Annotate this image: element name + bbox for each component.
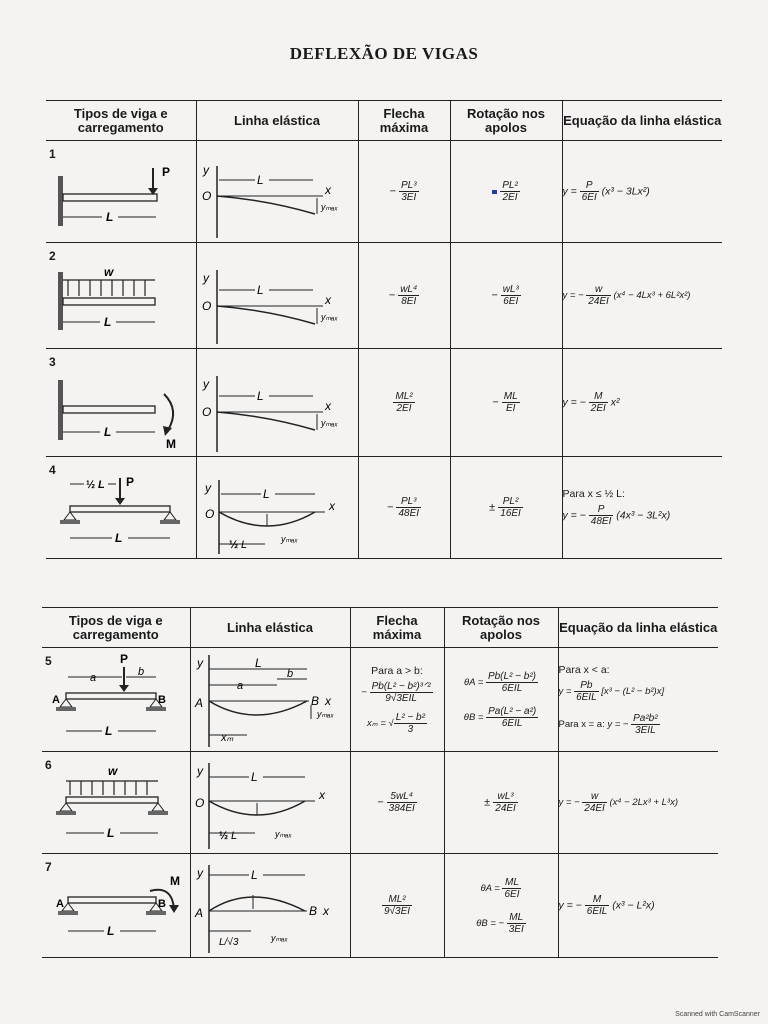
- equation-cell: y = − $\frac{w}{24EI}$ (x⁴ − 4Lx³ + 6L²x²): [562, 243, 722, 349]
- highlight-mark: [492, 190, 497, 194]
- load-label: P: [162, 164, 171, 179]
- svg-text:A: A: [194, 695, 203, 710]
- header-elastic-equation: Equação da linha elástica: [558, 608, 718, 648]
- svg-text:b: b: [286, 667, 293, 680]
- rotation-cell: ± $\frac{\text{wL³}}{24EI}$: [444, 752, 558, 854]
- table-row: [46, 141, 722, 243]
- table-row: [46, 243, 722, 349]
- load-label: M: [170, 873, 180, 888]
- simply-supported-end-moment-diagram: [42, 855, 190, 957]
- equation-cell: Para x < a: y = $\frac{Pb}{\text{6EIL}}$ [x³ − (L² − b²)x] Para x = a: y = − $\frac{\text{Pa²b²}}{\text{3EIL}}$: [558, 648, 718, 752]
- svg-text:L: L: [98, 478, 105, 491]
- equation-cell: Para x ≤ ½ L: y = − $\frac{P}{48EI}$ (4x³ − 3L²x): [562, 457, 722, 559]
- svg-text:L: L: [104, 424, 112, 439]
- svg-text:½: ½: [228, 538, 238, 551]
- svg-text:y: y: [196, 763, 203, 778]
- max-deflection-cell: − $\frac{\text{PL³}}{48EI}$: [358, 457, 450, 559]
- equation-cell: y = − $\frac{M}{2EI}$ x²: [562, 349, 722, 457]
- elastic-curve-simply-supported: [197, 458, 359, 558]
- load-label: P: [126, 474, 135, 489]
- max-deflection-cell: − $\frac{\text{5wL⁴}}{384EI}$: [350, 752, 444, 854]
- svg-text:L: L: [262, 486, 270, 501]
- cantilever-point-load-diagram: [46, 142, 196, 242]
- row-number: 4: [49, 463, 56, 477]
- header-beam-type: Tipos de viga e carregamento: [42, 608, 190, 648]
- svg-text:L: L: [115, 530, 123, 545]
- svg-text:L: L: [107, 825, 115, 840]
- svg-text:y: y: [204, 480, 211, 495]
- elastic-line-cell: [190, 854, 350, 958]
- header-elastic-line: Linha elástica: [196, 101, 358, 141]
- svg-text:B: B: [310, 693, 319, 708]
- max-deflection-cell: Para a > b: − $\frac{\text{Pb(L² − b²)³ᐟ²}}{\text{9√3EIL}}$ xₘ = √ $\frac{\text{L² − b²}}{3}$: [350, 648, 444, 752]
- beam-diagram-cell: [46, 457, 196, 559]
- simply-supported-center-load-diagram: [46, 458, 196, 558]
- svg-text:O: O: [201, 404, 211, 419]
- svg-text:yₘₐₓ: yₘₐₓ: [316, 708, 334, 719]
- svg-text:L: L: [256, 388, 264, 403]
- elastic-curve-cantilever: [197, 142, 359, 242]
- max-deflection-cell: − $\frac{\text{PL³}}{3EI}$: [358, 141, 450, 243]
- equation-cell: y = − $\frac{w}{24EI}$ (x⁴ − 2Lx³ + L³x): [558, 752, 718, 854]
- svg-text:A: A: [52, 693, 60, 706]
- header-support-rotation: Rotação nos apolos: [444, 608, 558, 648]
- max-deflection-cell: $\frac{\text{ML²}}{2EI}$: [358, 349, 450, 457]
- svg-text:a: a: [236, 679, 243, 692]
- beam-diagram-cell: [42, 648, 190, 752]
- rotation-cell: − $\frac{\text{wL³}}{6EI}$: [450, 243, 562, 349]
- rotation-cell: θA = $\frac{ML}{6EI}$ θB = − $\frac{ML}{3EI}$: [444, 854, 558, 958]
- load-label: M: [166, 436, 176, 451]
- max-deflection-cell: $\frac{\text{ML²}}{9√3EI}$: [350, 854, 444, 958]
- elastic-curve-distributed-load: [191, 753, 351, 853]
- equation-cell: y = $\frac{P}{6EI}$ (x³ − 3Lx²): [562, 141, 722, 243]
- row-number: 1: [49, 147, 56, 161]
- svg-text:y: y: [202, 162, 209, 177]
- svg-text:A: A: [194, 905, 203, 920]
- page-title: DEFLEXÃO DE VIGAS: [289, 44, 479, 63]
- svg-text:x: x: [324, 398, 331, 413]
- svg-text:L: L: [230, 829, 237, 842]
- rotation-cell: − $\frac{ML}{EI}$: [450, 349, 562, 457]
- rotation-cell: $\frac{\text{PL²}}{2EI}$: [450, 141, 562, 243]
- beam-diagram-cell: [42, 752, 190, 854]
- svg-text:L: L: [256, 282, 264, 297]
- table-row: [46, 349, 722, 457]
- svg-text:L: L: [107, 923, 115, 938]
- cantilever-distributed-load-diagram: [46, 244, 196, 348]
- svg-text:L: L: [256, 172, 264, 187]
- svg-text:yₘₐₓ: yₘₐₓ: [274, 828, 292, 839]
- simply-supported-distributed-load-diagram: [42, 753, 190, 853]
- row-number: 2: [49, 249, 56, 263]
- svg-text:yₘₐₓ: yₘₐₓ: [320, 311, 338, 322]
- load-label: P: [120, 651, 129, 666]
- header-elastic-equation: Equação da linha elástica: [562, 101, 722, 141]
- svg-text:B: B: [158, 693, 166, 706]
- beam-diagram-cell: [46, 349, 196, 457]
- elastic-curve-cantilever: [197, 244, 359, 348]
- elastic-curve-offset-load: [191, 649, 351, 751]
- svg-text:xₘ: xₘ: [220, 731, 233, 744]
- svg-text:L: L: [250, 769, 258, 784]
- svg-text:y: y: [196, 655, 203, 670]
- svg-text:x: x: [324, 292, 331, 307]
- cantilever-moment-diagram: [46, 350, 196, 456]
- svg-text:L: L: [104, 314, 112, 329]
- svg-text:L: L: [105, 723, 113, 738]
- svg-text:x: x: [324, 182, 331, 197]
- svg-text:x: x: [324, 693, 331, 708]
- svg-text:y: y: [196, 865, 203, 880]
- table-row: [42, 752, 718, 854]
- svg-text:x: x: [318, 787, 325, 802]
- svg-text:y: y: [202, 270, 209, 285]
- elastic-line-cell: [196, 349, 358, 457]
- elastic-line-cell: [196, 141, 358, 243]
- svg-text:L: L: [250, 867, 258, 882]
- max-deflection-cell: − $\frac{\text{wL⁴}}{8EI}$: [358, 243, 450, 349]
- svg-text:yₘₐₓ: yₘₐₓ: [320, 201, 338, 212]
- simply-supported-offset-load-diagram: [42, 649, 190, 751]
- svg-text:½: ½: [218, 829, 228, 842]
- beam-diagram-cell: [46, 243, 196, 349]
- svg-text:O: O: [201, 298, 211, 313]
- row-number: 6: [45, 758, 52, 772]
- svg-text:L: L: [240, 538, 247, 551]
- header-max-deflection: Flecha máxima: [358, 101, 450, 141]
- svg-text:yₘₐₓ: yₘₐₓ: [320, 417, 338, 428]
- table-row: [42, 648, 718, 752]
- rotation-cell: ± $\frac{\text{PL²}}{16EI}$: [450, 457, 562, 559]
- svg-text:L/√3: L/√3: [218, 936, 238, 948]
- beam-diagram-cell: [42, 854, 190, 958]
- elastic-curve-cantilever: [197, 350, 359, 456]
- elastic-line-cell: [196, 457, 358, 559]
- scanner-watermark: Scanned with CamScanner: [675, 1011, 760, 1018]
- svg-text:O: O: [201, 188, 211, 203]
- elastic-line-cell: [190, 752, 350, 854]
- load-label: w: [104, 264, 114, 279]
- elastic-curve-end-moment: [191, 855, 351, 957]
- svg-text:yₘₐₓ: yₘₐₓ: [270, 932, 288, 943]
- svg-text:B: B: [308, 903, 317, 918]
- rotation-cell: θA = $\frac{\text{Pb(L² − b²)}}{\text{6EIL}}$ θB = $\frac{\text{Pa(L² − a²)}}{\text{6EIL}}$: [444, 648, 558, 752]
- row-number: 7: [45, 860, 52, 874]
- svg-text:x: x: [322, 903, 329, 918]
- row-number: 5: [45, 654, 52, 668]
- svg-text:a: a: [90, 671, 97, 684]
- svg-text:B: B: [158, 897, 166, 910]
- header-max-deflection: Flecha máxima: [350, 608, 444, 648]
- svg-text:L: L: [254, 655, 262, 670]
- equation-cell: y = − $\frac{M}{\text{6EIL}}$ (x³ − L²x): [558, 854, 718, 958]
- table-row: [42, 854, 718, 958]
- deflection-table-cantilever: [46, 100, 722, 559]
- beam-diagram-cell: [46, 141, 196, 243]
- svg-text:yₘₐₓ: yₘₐₓ: [280, 533, 298, 544]
- header-support-rotation: Rotação nos apolos: [450, 101, 562, 141]
- row-number: 3: [49, 355, 56, 369]
- length-label: L: [106, 209, 114, 224]
- load-label: w: [108, 763, 118, 778]
- header-beam-type: Tipos de viga e carregamento: [46, 101, 196, 141]
- svg-text:b: b: [138, 665, 145, 678]
- svg-text:A: A: [56, 897, 64, 910]
- table-row: [46, 457, 722, 559]
- svg-text:O: O: [194, 795, 204, 810]
- elastic-line-cell: [196, 243, 358, 349]
- elastic-line-cell: [190, 648, 350, 752]
- svg-text:x: x: [328, 498, 335, 513]
- svg-text:y: y: [202, 376, 209, 391]
- svg-text:O: O: [204, 506, 214, 521]
- deflection-table-simply-supported: [42, 607, 718, 958]
- svg-text:½: ½: [86, 478, 96, 491]
- header-elastic-line: Linha elástica: [190, 608, 350, 648]
